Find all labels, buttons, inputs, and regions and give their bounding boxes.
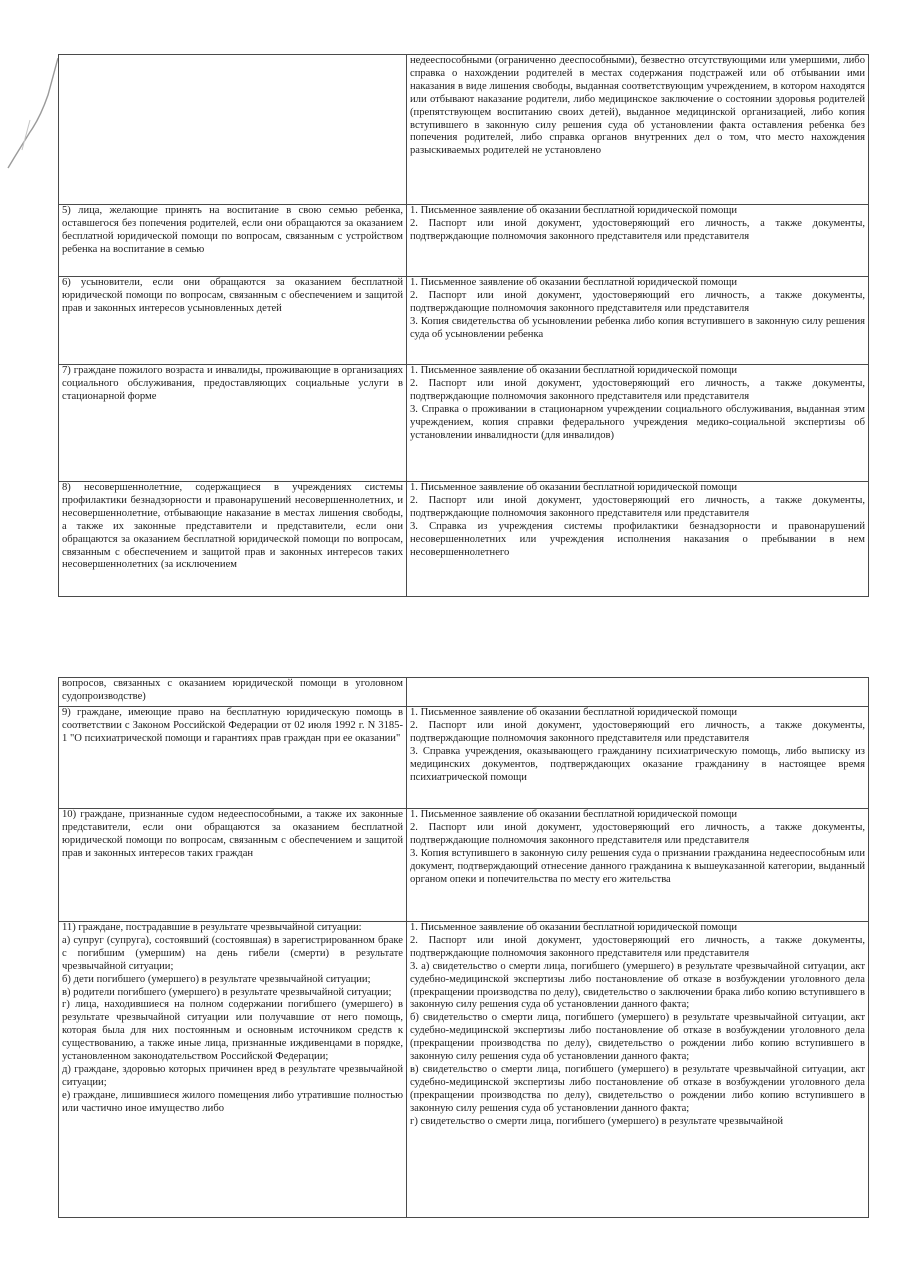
- documents-cell: [407, 809, 869, 922]
- document-item: в) свидетельство о смерти лица, погибшего (умершего) в результате чрезвычайной ситуации, акт судебно-медицинской экспертизы либо постановление об отказе в возбуждении уголовного дела (прекращении производства по делу), свидетельство о рождении либо копию вступившего в законную силу решения суда об установлении данного факта;: [410, 1063, 865, 1114]
- documents-cell: [407, 365, 869, 482]
- document-item: б) свидетельство о смерти лица, погибшего (умершего) в результате чрезвычайной ситуации, акт судебно-медицинской экспертизы либо постановление об отказе в возбуждении уголовного дела (прекращении производства по делу), свидетельство о рождении либо копию вступившего в законную силу решения суда об установлении данного факта;: [410, 1012, 865, 1063]
- category-text: е) граждане, лишившиеся жилого помещения либо утратившие полностью или частично иное имущество либо: [62, 1089, 403, 1114]
- category-text: г) лица, находившиеся на полном содержании погибшего (умершего) в результате чрезвычайной ситуации или получавшие от него помощь, которая была для них постоянным и основным источником средств к существованию, а также иные лица, признанные иждивенцами в порядке, установленном законодательством Российской Федерации;: [62, 999, 403, 1063]
- category-cell: [59, 277, 407, 365]
- category-cell: [59, 55, 407, 205]
- documents-cell: [407, 707, 869, 809]
- document-item: 3. Копия вступившего в законную силу решения суда о признании гражданина недееспособным или документ, подтверждающий отнесение данного гражданина к вышеуказанной категории, выданный органом опеки и попечительства по месту его жительства: [410, 847, 865, 885]
- document-item: 1. Письменное заявление об оказании бесплатной юридической помощи: [410, 277, 738, 288]
- documents-table-page-1: [58, 54, 869, 597]
- category-text: в) родители погибшего (умершего) в результате чрезвычайной ситуации;: [62, 986, 392, 998]
- table-row: [59, 205, 869, 277]
- category-text: 7) граждане пожилого возраста и инвалиды, проживающие в организациях социального обслуживания, предоставляющих социальные услуги в стационарной форме: [62, 365, 403, 402]
- documents-cell: [407, 922, 869, 1218]
- category-text: вопросов, связанных с оказанием юридической помощи в уголовном судопроизводстве): [62, 678, 403, 702]
- document-item: 2. Паспорт или иной документ, удостоверяющий его личность, а также документы, подтверждающие полномочия законного представителя или представителя: [410, 494, 865, 519]
- category-text: 6) усыновители, если они обращаются за оказанием бесплатной юридической помощи по вопросам, связанным с обеспечением и защитой прав и законных интересов усыновленных детей: [62, 277, 403, 314]
- document-item: 3. а) свидетельство о смерти лица, погибшего (умершего) в результате чрезвычайной ситуации, акт судебно-медицинской экспертизы либо постановление об отказе в возбуждении уголовного дела (прекращении производства по делу), свидетельство о заключении брака либо копию вступившего в законную силу решения суда об установлении данного факта;: [410, 960, 865, 1011]
- document-item: 3. Справка о проживании в стационарном учреждении социального обслуживания, выданная этим учреждением, копия справки федерального учреждения медико-социальной экспертизы об установлении инвалидности (для инвалидов): [410, 403, 865, 441]
- document-item: 1. Письменное заявление об оказании бесплатной юридической помощи: [410, 205, 738, 216]
- category-text: 11) граждане, пострадавшие в результате чрезвычайной ситуации:: [62, 922, 362, 933]
- table-row: [59, 277, 869, 365]
- documents-table-page-2: [58, 677, 869, 1218]
- category-text: б) дети погибшего (умершего) в результате чрезвычайной ситуации;: [62, 973, 371, 985]
- category-text: д) граждане, здоровью которых причинен вред в результате чрезвычайной ситуации;: [62, 1063, 403, 1088]
- document-item: 1. Письменное заявление об оказании бесплатной юридической помощи: [410, 365, 738, 376]
- document-item: 2. Паспорт или иной документ, удостоверяющий его личность, а также документы, подтверждающие полномочия законного представителя или представителя: [410, 289, 865, 314]
- category-cell: [59, 365, 407, 482]
- document-item: 1. Письменное заявление об оказании бесплатной юридической помощи: [410, 707, 738, 718]
- category-cell: [59, 678, 407, 707]
- category-text: 10) граждане, признанные судом недееспособными, а также их законные представители, если они обращаются за оказанием бесплатной юридической помощи по вопросам, связанным с обеспечением и защитой прав и законных интересов таких граждан: [62, 809, 403, 859]
- table-row: [59, 482, 869, 597]
- document-item: 2. Паспорт или иной документ, удостоверяющий его личность, а также документы, подтверждающие полномочия законного представителя или представителя: [410, 934, 865, 959]
- documents-cell: [407, 55, 869, 205]
- document-item: 2. Паспорт или иной документ, удостоверяющий его личность, а также документы, подтверждающие полномочия законного представителя или представителя: [410, 719, 865, 744]
- category-text: 5) лица, желающие принять на воспитание в свою семью ребенка, оставшегося без попечения родителей, если они обращаются за оказанием бесплатной юридической помощи по вопросам, связанным с устройством ребенка на воспитание в семью: [62, 205, 403, 255]
- category-cell: [59, 809, 407, 922]
- documents-cell: [407, 482, 869, 597]
- document-item: 3. Справка из учреждения системы профилактики безнадзорности и правонарушений несовершеннолетних или учреждения исполнения наказания о пребывании в нем несовершеннолетнего: [410, 520, 865, 558]
- documents-cell: [407, 205, 869, 277]
- category-cell: [59, 707, 407, 809]
- category-text: 8) несовершеннолетние, содержащиеся в учреждениях системы профилактики безнадзорности и правонарушений несовершеннолетних, и несовершеннолетние, отбывающие наказание в местах лишения свободы, а также их законные представители и представители, если они обращаются за оказанием бесплатной юридической помощи по вопросам, связанным с обеспечением и защитой прав и законных интересов таких несовершеннолетних (за исключением: [62, 482, 403, 571]
- category-text: а) супруг (супруга), состоявший (состоявшая) в зарегистрированном браке с погибшим (умершим) на день гибели (смерти) в результате чрезвычайной ситуации;: [62, 934, 403, 972]
- document-item: недееспособными (ограниченно дееспособными), безвестно отсутствующими или умершими, либо справка о нахождении родителей в местах содержания подстражей или об отбывании ими наказания в виде лишения свободы, выданная соответствующим учреждением, в котором находятся или отбывают наказание родители, либо медицинское заключение о состоянии здоровья родителей (препятствующем воспитанию своих детей), выданное медицинской организацией, либо копия вступившего в законную силу решения суда об установлении факта оставления ребенка без попечения родителей, либо справка органов внутренних дел о том, что место нахождения разыскиваемых родителей не установлено: [410, 55, 865, 157]
- document-item: 2. Паспорт или иной документ, удостоверяющий его личность, а также документы, подтверждающие полномочия законного представителя или представителя: [410, 377, 865, 402]
- table-row: [59, 922, 869, 1218]
- scan-edge-mark: [0, 0, 60, 170]
- table-row: [59, 809, 869, 922]
- document-item: 2. Паспорт или иной документ, удостоверяющий его личность, а также документы, подтверждающие полномочия законного представителя или представителя: [410, 217, 865, 242]
- table-row: [59, 707, 869, 809]
- documents-cell: [407, 678, 869, 707]
- document-item: 1. Письменное заявление об оказании бесплатной юридической помощи: [410, 482, 738, 493]
- documents-cell: [407, 277, 869, 365]
- document-item: 2. Паспорт или иной документ, удостоверяющий его личность, а также документы, подтверждающие полномочия законного представителя или представителя: [410, 821, 865, 846]
- document-item: г) свидетельство о смерти лица, погибшего (умершего) в результате чрезвычайной: [410, 1115, 784, 1127]
- category-cell: [59, 205, 407, 277]
- table-row: [59, 55, 869, 205]
- category-text: 9) граждане, имеющие право на бесплатную юридическую помощь в соответствии с Законом Российской Федерации от 02 июля 1992 г. N 3185-1 "О психиатрической помощи и гарантиях прав граждан при ее оказании": [62, 707, 403, 744]
- category-cell: [59, 922, 407, 1218]
- document-item: 3. Справка учреждения, оказывающего гражданину психиатрическую помощь, либо выписку из медицинских документов, подтверждающих оказание гражданину в настоящее время психиатрической помощи: [410, 745, 865, 783]
- document-item: 3. Копия свидетельства об усыновлении ребенка либо копия вступившего в законную силу решения суда об усыновлении ребенка: [410, 315, 865, 340]
- table-row: [59, 365, 869, 482]
- document-item: 1. Письменное заявление об оказании бесплатной юридической помощи: [410, 922, 738, 933]
- document-item: 1. Письменное заявление об оказании бесплатной юридической помощи: [410, 809, 738, 820]
- category-cell: [59, 482, 407, 597]
- table-row: [59, 678, 869, 707]
